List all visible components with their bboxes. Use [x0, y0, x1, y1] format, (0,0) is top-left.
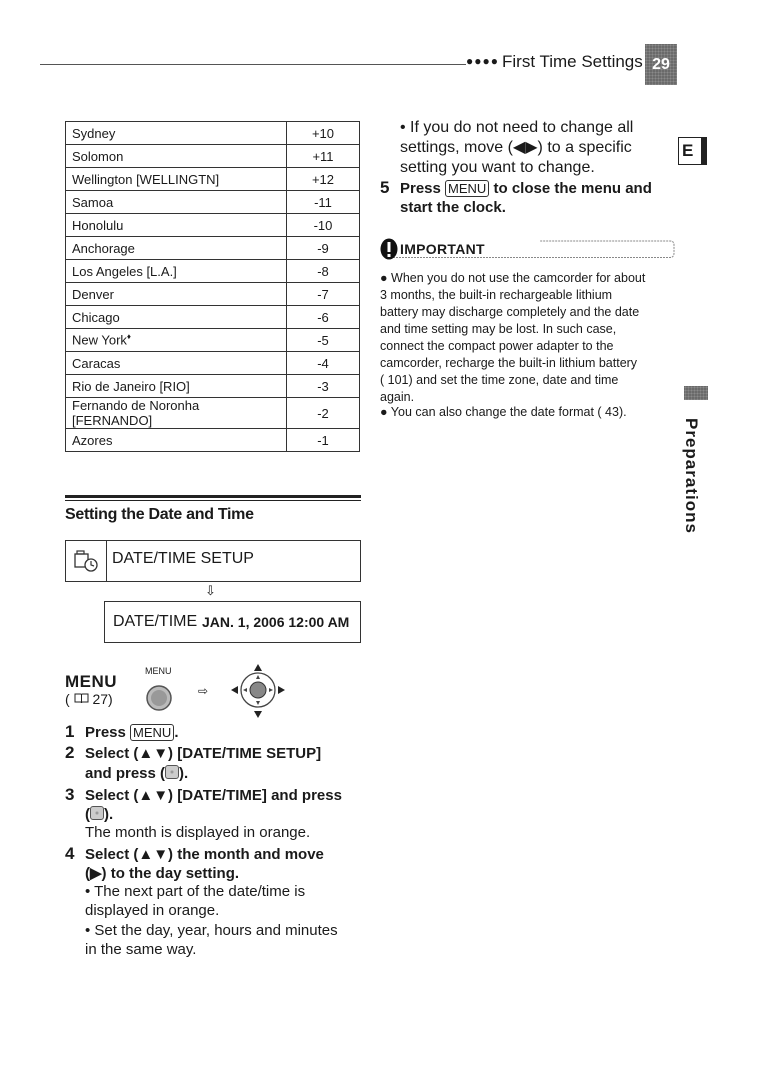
step-2-end: ).: [179, 765, 189, 782]
table-row: [66, 214, 360, 237]
table-row: [66, 122, 360, 145]
step-3-cont: [85, 805, 113, 825]
offset-cell: -5: [287, 329, 360, 352]
offset-cell: +10: [287, 122, 360, 145]
header-dots: ●●●●: [466, 54, 499, 68]
city-name: Caracas: [72, 355, 121, 371]
important-label: IMPORTANT: [400, 241, 485, 257]
city-cell: [66, 168, 287, 191]
step-4-text: Select (▲▼) the month and move: [85, 846, 324, 863]
city-cell: [66, 237, 287, 260]
step-4-bullet-1b: displayed in orange.: [85, 902, 220, 919]
step-2-text: Select (▲▼) [DATE/TIME SETUP]: [85, 745, 322, 762]
step-4: [65, 844, 324, 865]
datetime-setup-label: DATE/TIME SETUP: [112, 550, 254, 567]
city-cell: [66, 214, 287, 237]
note-line: 3 months, the built-in rechargeable lithium: [380, 288, 613, 302]
city-cell: [66, 122, 287, 145]
menu-button-label: MENU: [145, 666, 172, 676]
step-3-body: The month is displayed in orange.: [85, 824, 311, 841]
ref-open: (: [65, 691, 70, 707]
right-bullet-c: setting you want to change.: [400, 159, 595, 176]
menu-button-icon: [145, 684, 173, 717]
important-note-2: ● You can also change the date format ( 43).: [380, 405, 627, 419]
step-3: [65, 785, 342, 806]
section-title: Setting the Date and Time: [65, 506, 254, 523]
important-banner: [380, 237, 676, 261]
offset-cell: +11: [287, 145, 360, 168]
city-name: Fernando de Noronha [FERNANDO]: [72, 398, 200, 428]
side-tab-marker: [684, 386, 708, 400]
offset-cell: -2: [287, 398, 360, 429]
note-line: battery may discharge completely and the date: [380, 305, 640, 319]
offset-cell: -4: [287, 352, 360, 375]
step-5-cont: start the clock.: [400, 199, 506, 216]
down-arrow-icon: ⇩: [205, 583, 216, 598]
section-rule-thin: [65, 500, 361, 501]
step-number: 2: [65, 743, 75, 762]
table-row: [66, 352, 360, 375]
right-bullet-a: • If you do not need to change all: [400, 119, 634, 136]
right-arrow-icon: ⇨: [198, 684, 209, 698]
time-zone-table: [65, 121, 360, 452]
step-3-text: Select (▲▼) [DATE/TIME] and press: [85, 787, 342, 804]
note-line: ● When you do not use the camcorder for about: [380, 271, 646, 285]
menu-heading: MENU: [65, 672, 118, 691]
offset-cell: -7: [287, 283, 360, 306]
menu-key: MENU: [445, 180, 489, 197]
offset-cell: -8: [287, 260, 360, 283]
city-cell: [66, 398, 287, 429]
menu-key: MENU: [130, 724, 174, 741]
step-5: [380, 178, 652, 199]
table-row: [66, 306, 360, 329]
menu-page-ref: [65, 691, 113, 707]
dst-mark: ♦: [126, 332, 132, 342]
city-cell: [66, 191, 287, 214]
set-button-icon: [165, 765, 179, 779]
city-cell: [66, 145, 287, 168]
note-line: and time setting may be lost. In such case,: [380, 322, 617, 336]
section-rule: [65, 495, 361, 498]
table-row: [66, 168, 360, 191]
datetime-value: JAN. 1, 2006 12:00 AM: [202, 614, 350, 630]
right-bullet-b: settings, move (◀▶) to a specific: [400, 139, 632, 156]
step-4-bullet-1a: • The next part of the date/time is: [85, 883, 306, 900]
step-number: 3: [65, 785, 75, 804]
table-row: [66, 398, 360, 429]
city-cell: [66, 352, 287, 375]
city-cell: [66, 306, 287, 329]
ref-page: 27): [92, 691, 113, 707]
table-row: [66, 191, 360, 214]
menu-setup-box: [65, 540, 361, 582]
city-name: Anchorage: [72, 240, 135, 256]
step-1-end: .: [174, 724, 179, 741]
city-name: Chicago: [72, 309, 120, 325]
step-1: [65, 722, 179, 743]
joystick-icon: [227, 662, 289, 725]
step-5-text-end: to close the menu and: [493, 180, 652, 197]
book-icon: [74, 693, 89, 704]
city-name: Samoa: [72, 194, 114, 210]
datetime-display-box: [104, 601, 361, 643]
step-number: 4: [65, 844, 75, 863]
step-1-text: Press: [85, 724, 126, 741]
city-name: Wellington [WELLINGTN]: [72, 171, 220, 187]
step-number: 1: [65, 722, 75, 741]
offset-cell: -10: [287, 214, 360, 237]
step-4-cont: (▶) to the day setting.: [85, 865, 240, 882]
side-tab-label: Preparations: [682, 418, 701, 534]
city-name: Honolulu: [72, 217, 124, 233]
note-line: again.: [380, 390, 415, 404]
city-name: Azores: [72, 432, 113, 448]
city-cell: [66, 260, 287, 283]
city-cell: [66, 283, 287, 306]
header-rule: [40, 64, 466, 65]
language-tab: E: [678, 137, 707, 165]
table-row: [66, 237, 360, 260]
step-4-bullet-2a: • Set the day, year, hours and minutes: [85, 922, 338, 939]
camera-settings-icon: [66, 541, 107, 581]
city-cell: [66, 429, 287, 452]
header-section-title: First Time Settings: [502, 52, 643, 71]
note-line: camcorder, recharge the built-in lithium battery: [380, 356, 638, 370]
table-row: [66, 375, 360, 398]
table-row: [66, 329, 360, 352]
city-name: Denver: [72, 286, 114, 302]
table-row: [66, 260, 360, 283]
step-4-bullet-2b: in the same way.: [85, 941, 197, 958]
city-name: Los Angeles [L.A.]: [72, 263, 177, 279]
step-5-text: Press: [400, 180, 441, 197]
datetime-label: DATE/TIME: [113, 613, 198, 630]
city-name: Rio de Janeiro [RIO]: [72, 378, 190, 394]
step-2: [65, 743, 321, 764]
warning-icon: [380, 238, 398, 260]
city-cell: [66, 329, 287, 352]
city-cell: [66, 375, 287, 398]
table-row: [66, 283, 360, 306]
page-number: 29: [645, 44, 677, 85]
offset-cell: -3: [287, 375, 360, 398]
step-number: 5: [380, 178, 390, 197]
city-name: Solomon: [72, 148, 124, 164]
offset-cell: +12: [287, 168, 360, 191]
step-2-cont-text: and press (: [85, 765, 166, 782]
offset-cell: -6: [287, 306, 360, 329]
note-line: connect the compact power adapter to the: [380, 339, 614, 353]
table-row: [66, 145, 360, 168]
city-name: New York: [72, 332, 127, 348]
note-line: ( 101) and set the time zone, date and time: [380, 373, 619, 387]
step-3-end: ).: [104, 806, 114, 823]
offset-cell: -9: [287, 237, 360, 260]
step-3-cont-text: (: [85, 806, 90, 823]
table-row: [66, 429, 360, 452]
offset-cell: -1: [287, 429, 360, 452]
step-2-cont: [85, 764, 188, 784]
set-button-icon: [90, 806, 104, 820]
offset-cell: -11: [287, 191, 360, 214]
city-name: Sydney: [72, 125, 116, 141]
